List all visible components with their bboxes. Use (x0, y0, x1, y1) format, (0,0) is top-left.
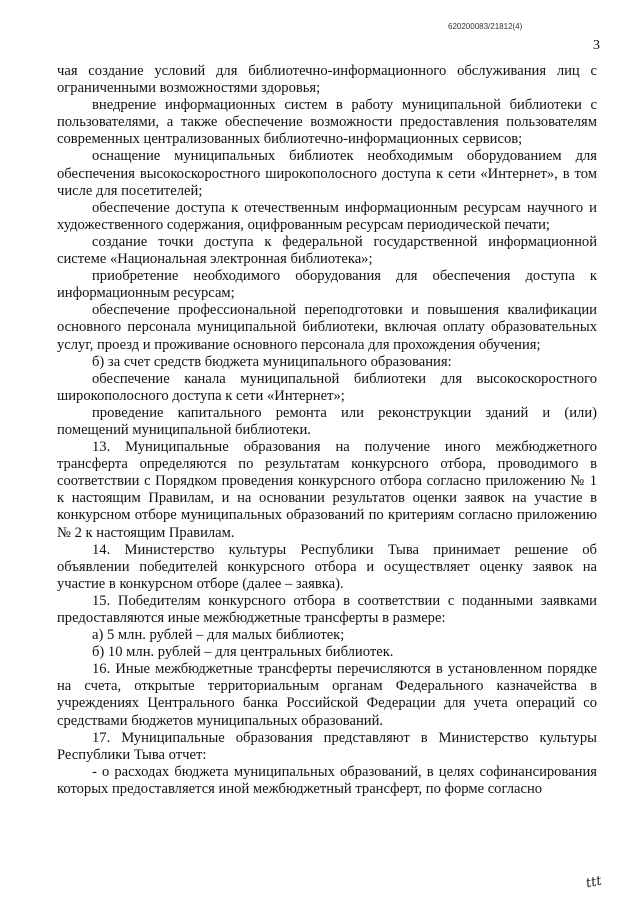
paragraph: 16. Иные межбюджетные трансферты перечисляются в установленном порядке на счета, открытые территориальным органам Федерального казначейства в учреждениях Центрального банка Российской Федерации для учета операций со средствами бюджетов муниципальных образований. (57, 661, 597, 729)
paragraph: чая создание условий для библиотечно-информационного обслуживания лиц с ограниченными возможностями здоровья; (57, 63, 597, 97)
paragraph: проведение капитального ремонта или реконструкции зданий и (или) помещений муниципальной библиотеки. (57, 404, 597, 438)
handwritten-signature: ttt (584, 873, 604, 892)
paragraph: обеспечение доступа к отечественным информационным ресурсам научного и художественного содержания, оцифрованным ресурсам периодической печати; (57, 199, 597, 233)
paragraph: а) 5 млн. рублей – для малых библиотек; (92, 627, 345, 644)
paragraph: б) 10 млн. рублей – для центральных библиотек. (92, 644, 394, 661)
paragraph: 15. Победителям конкурсного отбора в соответствии с поданными заявками предоставляются иные межбюджетные трансферты в размере: (57, 592, 597, 626)
paragraph: оснащение муниципальных библиотек необходимым оборудованием для обеспечения высокоскоростного широкополосного доступа к сети «Интернет», в том числе для посетителей; (57, 148, 597, 199)
paragraph: 14. Министерство культуры Республики Тыва принимает решение об объявлении победителей конкурсного отбора и осуществляет оценку заявок на участие в конкурсном отборе (далее – заявка). (57, 541, 597, 592)
page-number: 3 (593, 38, 600, 53)
paragraph: б) за счет средств бюджета муниципального образования: (92, 353, 452, 370)
paragraph: внедрение информационных систем в работу муниципальной библиотеки с пользователями, а также обеспечение возможности предоставления пользователям современных централизованных библиотечно-информационных сервисов; (57, 97, 597, 148)
document-registration-stamp: 620200083/21812(4) (448, 22, 523, 31)
document-body (57, 63, 597, 798)
paragraph: обеспечение канала муниципальной библиотеки для высокоскоростного широкополосного доступа к сети «Интернет»; (57, 370, 597, 404)
paragraph: обеспечение профессиональной переподготовки и повышения квалификации основного персонала муниципальной библиотеки, включая оплату образовательных услуг, проезд и проживание основного персонала для прохождения обучения; (57, 302, 597, 353)
paragraph: - о расходах бюджета муниципальных образований, в целях софинансирования которых предоставляется иной межбюджетный трансферт, по форме согласно (57, 763, 597, 797)
paragraph: приобретение необходимого оборудования для обеспечения доступа к информационным ресурсам; (57, 268, 597, 302)
paragraph: 17. Муниципальные образования представляют в Министерство культуры Республики Тыва отчет: (57, 729, 597, 763)
paragraph: создание точки доступа к федеральной государственной информационной системе «Национальная электронная библиотека»; (57, 233, 597, 268)
paragraph: 13. Муниципальные образования на получение иного межбюджетного трансферта определяются по результатам конкурсного отбора, проводимого в соответствии с Порядком проведения конкурсного отбора согласно приложению № 1 к настоящим Правилам, и на основании результатов оценки заявок на участие в конкурсном отборе муниципальных образований по критериям согласно приложению № 2 к настоящим Правилам. (57, 439, 597, 541)
